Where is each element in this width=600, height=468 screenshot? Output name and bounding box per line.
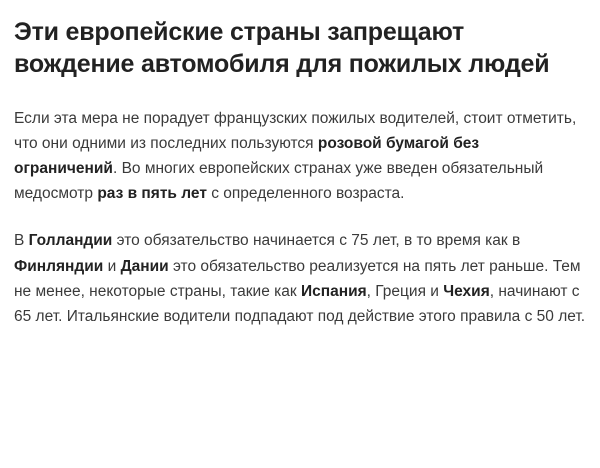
- page-title: Эти европейские страны запрещают вождение автомобиля для пожилых людей: [14, 18, 550, 78]
- paragraph-1: Если эта мера не порадует французских пожилых водителей, стоит отметить, что они одними из последних пользуются розовой бумагой без ограничений. Во многих европейских странах уже введен обязательный медосмотр раз в пять лет с определенного возраста.: [14, 110, 577, 203]
- article-body: [14, 106, 586, 329]
- paragraph-2: В Голландии это обязательство начинается с 75 лет, в то время как в Финляндии и Дании это обязательство реализуется на пять лет раньше. Тем не менее, некоторые страны, такие как Испания, Греция и Чехия, начинают с 65 лет. Итальянские водители подпадают под действие этого правила с 50 лет.: [14, 232, 586, 325]
